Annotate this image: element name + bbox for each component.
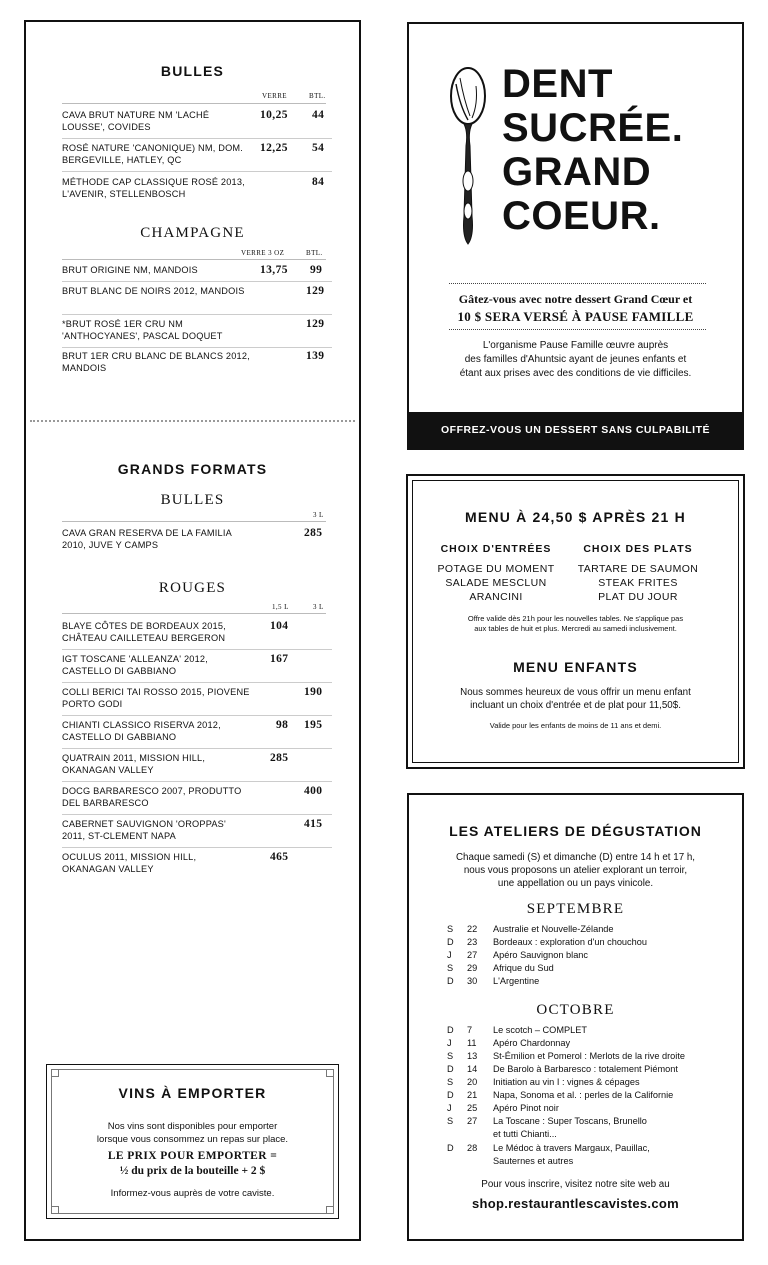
wine-price-1-5l: 104 bbox=[270, 620, 289, 632]
wine-price-bottle: 139 bbox=[306, 350, 325, 362]
late-menu-title: MENU À 24,50 $ APRÈS 21 H bbox=[465, 509, 686, 525]
workshops-intro-1: Chaque samedi (S) et dimanche (D) entre 14 h et 17 h, bbox=[455, 852, 696, 863]
wine-row bbox=[62, 318, 332, 348]
wine-name: QUATRAIN 2011, MISSION HILL, OKANAGAN VALLEY bbox=[62, 753, 206, 775]
col-1-5l: 1,5 L bbox=[272, 603, 289, 611]
wine-row bbox=[62, 653, 332, 683]
wine-price-1-5l: 465 bbox=[270, 851, 289, 863]
wine-name: CAVA BRUT NATURE NM 'LACHÉ LOUSSE', COVIDES bbox=[62, 110, 210, 132]
workshop-topic: Le scotch – COMPLET bbox=[493, 1025, 587, 1035]
headline-line: SUCRÉE. bbox=[502, 106, 684, 150]
col-verre: VERRE 3 OZ bbox=[241, 249, 285, 257]
workshop-day: S bbox=[447, 1051, 454, 1061]
workshop-day: S bbox=[447, 1077, 454, 1087]
take-out-text-1: Nos vins sont disponibles pour emporter bbox=[107, 1121, 278, 1132]
wine-name: OCULUS 2011, MISSION HILL, OKANAGAN VALLEY bbox=[62, 852, 197, 874]
workshops-intro-2: nous vous proposons un atelier explorant un terroir, bbox=[463, 865, 688, 876]
wine-price-glass: 10,25 bbox=[260, 109, 288, 121]
col-verre: VERRE bbox=[262, 92, 287, 100]
workshop-date: 20 bbox=[467, 1077, 478, 1087]
workshop-date: 21 bbox=[467, 1090, 478, 1100]
workshop-date: 29 bbox=[467, 963, 478, 973]
wine-price-3l: 195 bbox=[304, 719, 323, 731]
wine-list-panel bbox=[24, 20, 361, 1241]
wine-price-bottle: 84 bbox=[312, 176, 325, 188]
rouges-title: ROUGES bbox=[158, 580, 227, 596]
plats-title: CHOIX DES PLATS bbox=[583, 543, 693, 555]
wine-price-bottle: 129 bbox=[306, 285, 325, 297]
wine-price-3l: 285 bbox=[304, 527, 323, 539]
workshops-title: LES ATELIERS DE DÉGUSTATION bbox=[449, 823, 702, 839]
workshop-date: 13 bbox=[467, 1051, 478, 1061]
promo-body-1: L'organisme Pause Famille œuvre auprès bbox=[482, 340, 669, 351]
wine-price-bottle: 99 bbox=[310, 264, 323, 276]
champagne-title: CHAMPAGNE bbox=[140, 225, 245, 241]
col-btl: BTL. bbox=[309, 92, 326, 100]
workshop-topic: Afrique du Sud bbox=[493, 963, 554, 973]
promo-tagline-2: 10 $ SERA VERSÉ À PAUSE FAMILLE bbox=[457, 309, 694, 324]
row-divider bbox=[62, 781, 332, 782]
workshop-day: D bbox=[447, 1064, 454, 1074]
wine-price-bottle: 129 bbox=[306, 318, 325, 330]
gf-bulles-title: BULLES bbox=[160, 492, 225, 508]
take-out-title: VINS À EMPORTER bbox=[118, 1085, 267, 1101]
workshop-topic: La Toscane : Super Toscans, Brunello bbox=[493, 1116, 647, 1126]
workshops-intro-3: une appellation ou un pays vinicole. bbox=[497, 878, 654, 889]
tasting-workshops-panel bbox=[407, 793, 744, 1241]
wine-name: IGT TOSCANE 'ALLEANZA' 2012, CASTELLO DI GABBIANO bbox=[62, 654, 208, 676]
plat-item: TARTARE DE SAUMON bbox=[577, 563, 699, 575]
workshop-row bbox=[447, 1115, 727, 1141]
workshop-day: D bbox=[447, 1143, 454, 1153]
workshop-day: D bbox=[447, 976, 454, 986]
wine-price-glass: 12,25 bbox=[260, 142, 288, 154]
promo-banner: OFFREZ-VOUS UN DESSERT SANS CULPABILITÉ bbox=[409, 412, 742, 448]
entrees-title: CHOIX D'ENTRÉES bbox=[440, 543, 552, 555]
take-out-box bbox=[46, 1064, 339, 1219]
workshop-topic: L'Argentine bbox=[493, 976, 540, 986]
septembre-title: SEPTEMBRE bbox=[526, 901, 625, 917]
wine-row bbox=[62, 527, 332, 557]
headline-line: GRAND bbox=[502, 150, 652, 194]
col-3l: 3 L bbox=[313, 603, 324, 611]
row-divider bbox=[62, 171, 332, 172]
workshop-topic: St-Émilion et Pomerol : Merlots de la rive droite bbox=[493, 1051, 685, 1061]
row-divider bbox=[62, 682, 332, 683]
promo-tagline-1: Gâtez-vous avec notre dessert Grand Cœur et bbox=[458, 292, 693, 306]
wine-row bbox=[62, 752, 332, 782]
wine-row bbox=[62, 142, 332, 172]
workshop-date: 23 bbox=[467, 937, 478, 947]
wine-name: COLLI BERICI TAI ROSSO 2015, PIOVENE PORTO GODI bbox=[62, 687, 250, 709]
frame-corner bbox=[326, 1069, 334, 1077]
workshop-topic: Australie et Nouvelle-Zélande bbox=[493, 924, 614, 934]
wine-row bbox=[62, 686, 332, 716]
late-menu-panel bbox=[406, 474, 745, 769]
workshop-date: 30 bbox=[467, 976, 478, 986]
promo-body-3: étant aux prises avec des conditions de vie difficiles. bbox=[459, 368, 692, 379]
workshop-date: 28 bbox=[467, 1143, 478, 1153]
row-divider bbox=[62, 649, 332, 650]
wine-row bbox=[62, 285, 332, 315]
kids-menu-text-2: incluant un choix d'entrée et de plat pour 11,50$. bbox=[470, 700, 681, 711]
workshop-row bbox=[447, 1142, 727, 1168]
workshop-topic: Apéro Chardonnay bbox=[493, 1038, 571, 1048]
wine-price-3l: 190 bbox=[304, 686, 323, 698]
wine-name: CABERNET SAUVIGNON 'OROPPAS' 2011, ST-CLEMENT NAPA bbox=[62, 819, 226, 841]
col-divider bbox=[62, 259, 326, 260]
workshop-date: 22 bbox=[467, 924, 478, 934]
row-divider bbox=[62, 281, 332, 282]
entree-item: POTAGE DU MOMENT bbox=[437, 563, 555, 575]
wine-price-bottle: 44 bbox=[312, 109, 325, 121]
headline-line: DENT bbox=[502, 62, 613, 106]
row-divider bbox=[62, 748, 332, 749]
wine-name: CHIANTI CLASSICO RISERVA 2012, CASTELLO DI GABBIANO bbox=[62, 720, 221, 742]
frame-corner bbox=[51, 1206, 59, 1214]
dessert-headline bbox=[502, 62, 683, 238]
wine-name: MÉTHODE CAP CLASSIQUE ROSÉ 2013, L'AVENIR, STELLENBOSCH bbox=[62, 177, 245, 199]
wine-price-1-5l: 167 bbox=[270, 653, 289, 665]
wine-row bbox=[62, 719, 332, 749]
workshop-day: D bbox=[447, 937, 454, 947]
dessert-promo-panel bbox=[407, 22, 744, 450]
wine-row bbox=[62, 851, 332, 881]
take-out-note: Informez-vous auprès de votre caviste. bbox=[110, 1188, 275, 1199]
kids-menu-text-1: Nous sommes heureux de vous offrir un menu enfant bbox=[460, 687, 691, 698]
workshop-day: D bbox=[447, 1090, 454, 1100]
row-divider bbox=[62, 715, 332, 716]
entree-item: SALADE MESCLUN bbox=[445, 577, 547, 589]
wine-name: *BRUT ROSÉ 1ER CRU NM 'ANTHOCYANES', PASCAL DOQUET bbox=[62, 319, 223, 341]
wine-row bbox=[62, 176, 332, 206]
wine-row bbox=[62, 818, 332, 848]
workshop-topic-continued: Sauternes et autres bbox=[493, 1156, 574, 1166]
workshop-date: 27 bbox=[467, 1116, 478, 1126]
col-divider bbox=[62, 103, 326, 104]
bulles-title: BULLES bbox=[160, 63, 225, 79]
col-btl: BTL. bbox=[306, 249, 323, 257]
wine-name: BRUT BLANC DE NOIRS 2012, MANDOIS bbox=[62, 286, 245, 296]
wine-name: BRUT ORIGINE NM, MANDOIS bbox=[62, 265, 198, 275]
menu-note-2: aux tables de huit et plus. Mercredi au samedi inclusivement. bbox=[474, 624, 677, 633]
row-divider bbox=[62, 314, 332, 315]
row-divider bbox=[62, 847, 332, 848]
workshop-day: S bbox=[447, 1116, 454, 1126]
kids-menu-note: Valide pour les enfants de moins de 11 ans et demi. bbox=[489, 721, 662, 730]
wine-name: BRUT 1ER CRU BLANC DE BLANCS 2012, MANDOIS bbox=[62, 351, 250, 373]
wine-name: CAVA GRAN RESERVA DE LA FAMILIA 2010, JUVE Y CAMPS bbox=[62, 528, 232, 550]
row-divider bbox=[62, 814, 332, 815]
workshop-day: J bbox=[447, 950, 452, 960]
grands-formats-title: GRANDS FORMATS bbox=[117, 461, 268, 477]
workshop-day: J bbox=[447, 1103, 452, 1113]
take-out-text-2: lorsque vous consommez un repas sur place. bbox=[96, 1134, 289, 1145]
wine-price-3l: 415 bbox=[304, 818, 323, 830]
wine-row bbox=[62, 350, 332, 380]
signup-link[interactable]: shop.restaurantlescavistes.com bbox=[472, 1196, 679, 1211]
wine-name: BLAYE CÔTES DE BORDEAUX 2015, CHÂTEAU CAILLETEAU BERGERON bbox=[62, 621, 226, 643]
spoon-icon bbox=[446, 66, 490, 248]
workshop-date: 14 bbox=[467, 1064, 478, 1074]
workshop-topic: Napa, Sonoma et al. : perles de la Californie bbox=[493, 1090, 674, 1100]
col-3l: 3 L bbox=[313, 511, 324, 519]
wine-row bbox=[62, 109, 332, 139]
wine-price-1-5l: 285 bbox=[270, 752, 289, 764]
workshop-topic: Apéro Pinot noir bbox=[493, 1103, 559, 1113]
frame-corner bbox=[51, 1069, 59, 1077]
wine-price-glass: 13,75 bbox=[260, 264, 288, 276]
workshop-date: 27 bbox=[467, 950, 478, 960]
col-divider bbox=[62, 521, 326, 522]
section-divider bbox=[30, 420, 355, 422]
workshop-topic: De Barolo à Barbaresco : totalement Piémont bbox=[493, 1064, 678, 1074]
promo-body-2: des familles d'Ahuntsic ayant de jeunes enfants et bbox=[464, 354, 687, 365]
kids-menu-title: MENU ENFANTS bbox=[513, 659, 638, 675]
workshop-topic: Bordeaux : exploration d'un chouchou bbox=[493, 937, 647, 947]
take-out-price-line-1: LE PRIX POUR EMPORTER = bbox=[107, 1150, 278, 1162]
workshop-date: 25 bbox=[467, 1103, 478, 1113]
workshop-day: D bbox=[447, 1025, 454, 1035]
workshop-topic-continued: et tutti Chianti... bbox=[493, 1129, 557, 1139]
wine-name: DOCG BARBARESCO 2007, PRODUTTO DEL BARBARESCO bbox=[62, 786, 242, 808]
headline-line: COEUR. bbox=[502, 194, 661, 238]
dotted-divider bbox=[449, 283, 706, 284]
take-out-price-line-2: ½ du prix de la bouteille + 2 $ bbox=[119, 1165, 266, 1177]
wine-row bbox=[62, 785, 332, 815]
wine-name: ROSÉ NATURE 'CANONIQUE) NM, DOM. BERGEVILLE, HATLEY, QC bbox=[62, 143, 244, 165]
wine-price-bottle: 54 bbox=[312, 142, 325, 154]
col-divider bbox=[62, 613, 326, 614]
workshop-topic: Initiation au vin I : vignes & cépages bbox=[493, 1077, 640, 1087]
plat-item: STEAK FRITES bbox=[598, 577, 678, 589]
workshop-date: 11 bbox=[467, 1038, 477, 1048]
wine-row bbox=[62, 620, 332, 650]
octobre-title: OCTOBRE bbox=[536, 1002, 615, 1018]
workshop-day: S bbox=[447, 924, 454, 934]
wine-price-3l: 400 bbox=[304, 785, 323, 797]
entree-item: ARANCINI bbox=[469, 591, 523, 603]
workshop-day: S bbox=[447, 963, 454, 973]
row-divider bbox=[62, 138, 332, 139]
workshop-topic: Le Médoc à travers Margaux, Pauillac, bbox=[493, 1143, 650, 1153]
workshop-topic: Apéro Sauvignon blanc bbox=[493, 950, 589, 960]
dotted-divider bbox=[449, 329, 706, 330]
signup-text: Pour vous inscrire, visitez notre site web au bbox=[481, 1179, 670, 1190]
workshop-day: J bbox=[447, 1038, 452, 1048]
plat-item: PLAT DU JOUR bbox=[598, 591, 678, 603]
wine-price-1-5l: 98 bbox=[276, 719, 289, 731]
frame-corner bbox=[326, 1206, 334, 1214]
workshop-date: 7 bbox=[467, 1025, 473, 1035]
wine-row bbox=[62, 264, 332, 282]
row-divider bbox=[62, 347, 332, 348]
menu-note-1: Offre valide dès 21h pour les nouvelles tables. Ne s'applique pas bbox=[467, 614, 684, 623]
